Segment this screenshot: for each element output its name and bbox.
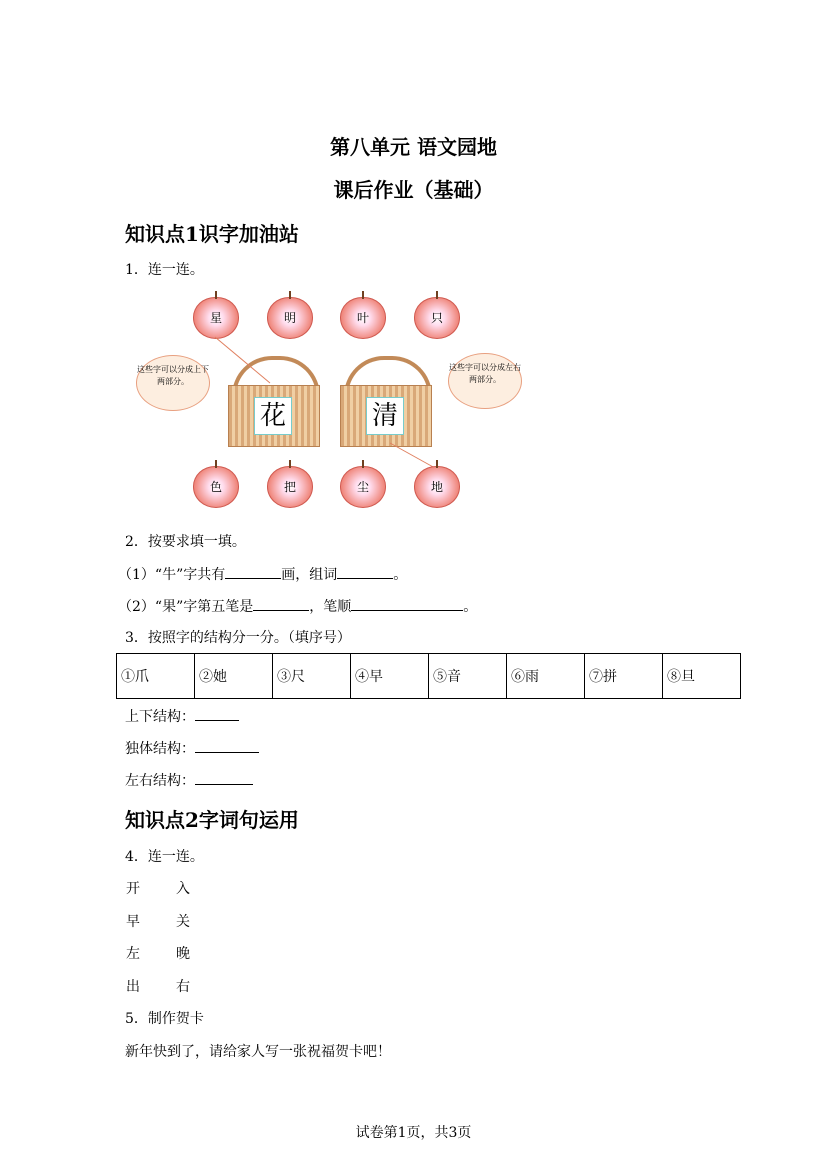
- apple-top-1: 星: [193, 297, 239, 339]
- q4-left-word: 早: [126, 914, 140, 930]
- table-cell: ③尺: [273, 654, 351, 699]
- answer-row: [125, 706, 239, 726]
- q4-right-word: 关: [176, 914, 190, 930]
- page-title: 第八单元 语文园地: [330, 135, 497, 159]
- question-1: 1．连一连。: [125, 262, 204, 278]
- q2-2-text-b: ，笔顺: [309, 599, 352, 615]
- q4-left-word: 左: [126, 946, 140, 962]
- speech-bubble-left: 这些字可以分成上下两部分。: [136, 355, 210, 411]
- q2-2-text-a: （2）“果”字第五笔是: [118, 599, 254, 615]
- answer-label: 左右结构：: [125, 773, 195, 789]
- answer-row: [125, 770, 253, 790]
- apple-top-3: 叶: [340, 297, 386, 339]
- page-footer: 试卷第1页，共3页: [355, 1125, 472, 1141]
- q4-left-word: 出: [126, 979, 140, 995]
- answer-blank[interactable]: [195, 708, 239, 721]
- question-5: 5．制作贺卡: [125, 1011, 204, 1027]
- table-cell: ④早: [351, 654, 429, 699]
- table-cell: ②她: [195, 654, 273, 699]
- q2-1-text-a: （1）“牛”字共有: [118, 567, 226, 583]
- apple-bottom-1: 色: [193, 466, 239, 508]
- answer-row: [125, 738, 259, 758]
- question-3: 3．按照字的结构分一分。（填序号）: [125, 630, 351, 646]
- speech-bubble-right: 这些字可以分成左右两部分。: [448, 353, 522, 409]
- section-heading-2: 知识点2字词句运用: [125, 808, 299, 832]
- apple-bottom-2: 把: [267, 466, 313, 508]
- table-cell: ⑧旦: [663, 654, 741, 699]
- basket-left-char: 花: [254, 397, 292, 435]
- q4-left-word: 开: [126, 881, 140, 897]
- q2-2-text-c: 。: [463, 599, 478, 615]
- apple-bottom-4: 地: [414, 466, 460, 508]
- apple-top-2: 明: [267, 297, 313, 339]
- answer-blank[interactable]: [253, 598, 309, 611]
- table-cell: ⑥雨: [507, 654, 585, 699]
- q2-1-text-b: 画，组词: [281, 567, 338, 583]
- apple-bottom-3: 尘: [340, 466, 386, 508]
- q4-right-word: 右: [176, 979, 190, 995]
- q4-right-word: 晚: [176, 946, 190, 962]
- page-subtitle: 课后作业（基础）: [333, 178, 494, 202]
- table-cell: ①爪: [117, 654, 195, 699]
- character-table: [116, 653, 741, 699]
- answer-blank[interactable]: [225, 566, 281, 579]
- question-4: 4．连一连。: [125, 849, 204, 865]
- question-2-1: [118, 564, 407, 584]
- connecting-lines: [0, 0, 827, 520]
- section-heading-1: 知识点1识字加油站: [125, 222, 299, 246]
- answer-label: 上下结构：: [125, 709, 195, 725]
- answer-blank[interactable]: [195, 740, 259, 753]
- q4-right-word: 入: [176, 881, 190, 897]
- answer-blank[interactable]: [195, 772, 253, 785]
- question-2-2: [118, 596, 477, 616]
- q2-1-text-c: 。: [393, 567, 408, 583]
- apple-top-4: 只: [414, 297, 460, 339]
- answer-label: 独体结构：: [125, 741, 195, 757]
- answer-blank[interactable]: [351, 598, 463, 611]
- table-cell: ⑦拼: [585, 654, 663, 699]
- basket-right-char: 清: [366, 397, 404, 435]
- question-5-text: 新年快到了，请给家人写一张祝福贺卡吧！: [125, 1044, 391, 1060]
- answer-blank[interactable]: [337, 566, 393, 579]
- question-2: 2．按要求填一填。: [125, 534, 246, 550]
- table-cell: ⑤音: [429, 654, 507, 699]
